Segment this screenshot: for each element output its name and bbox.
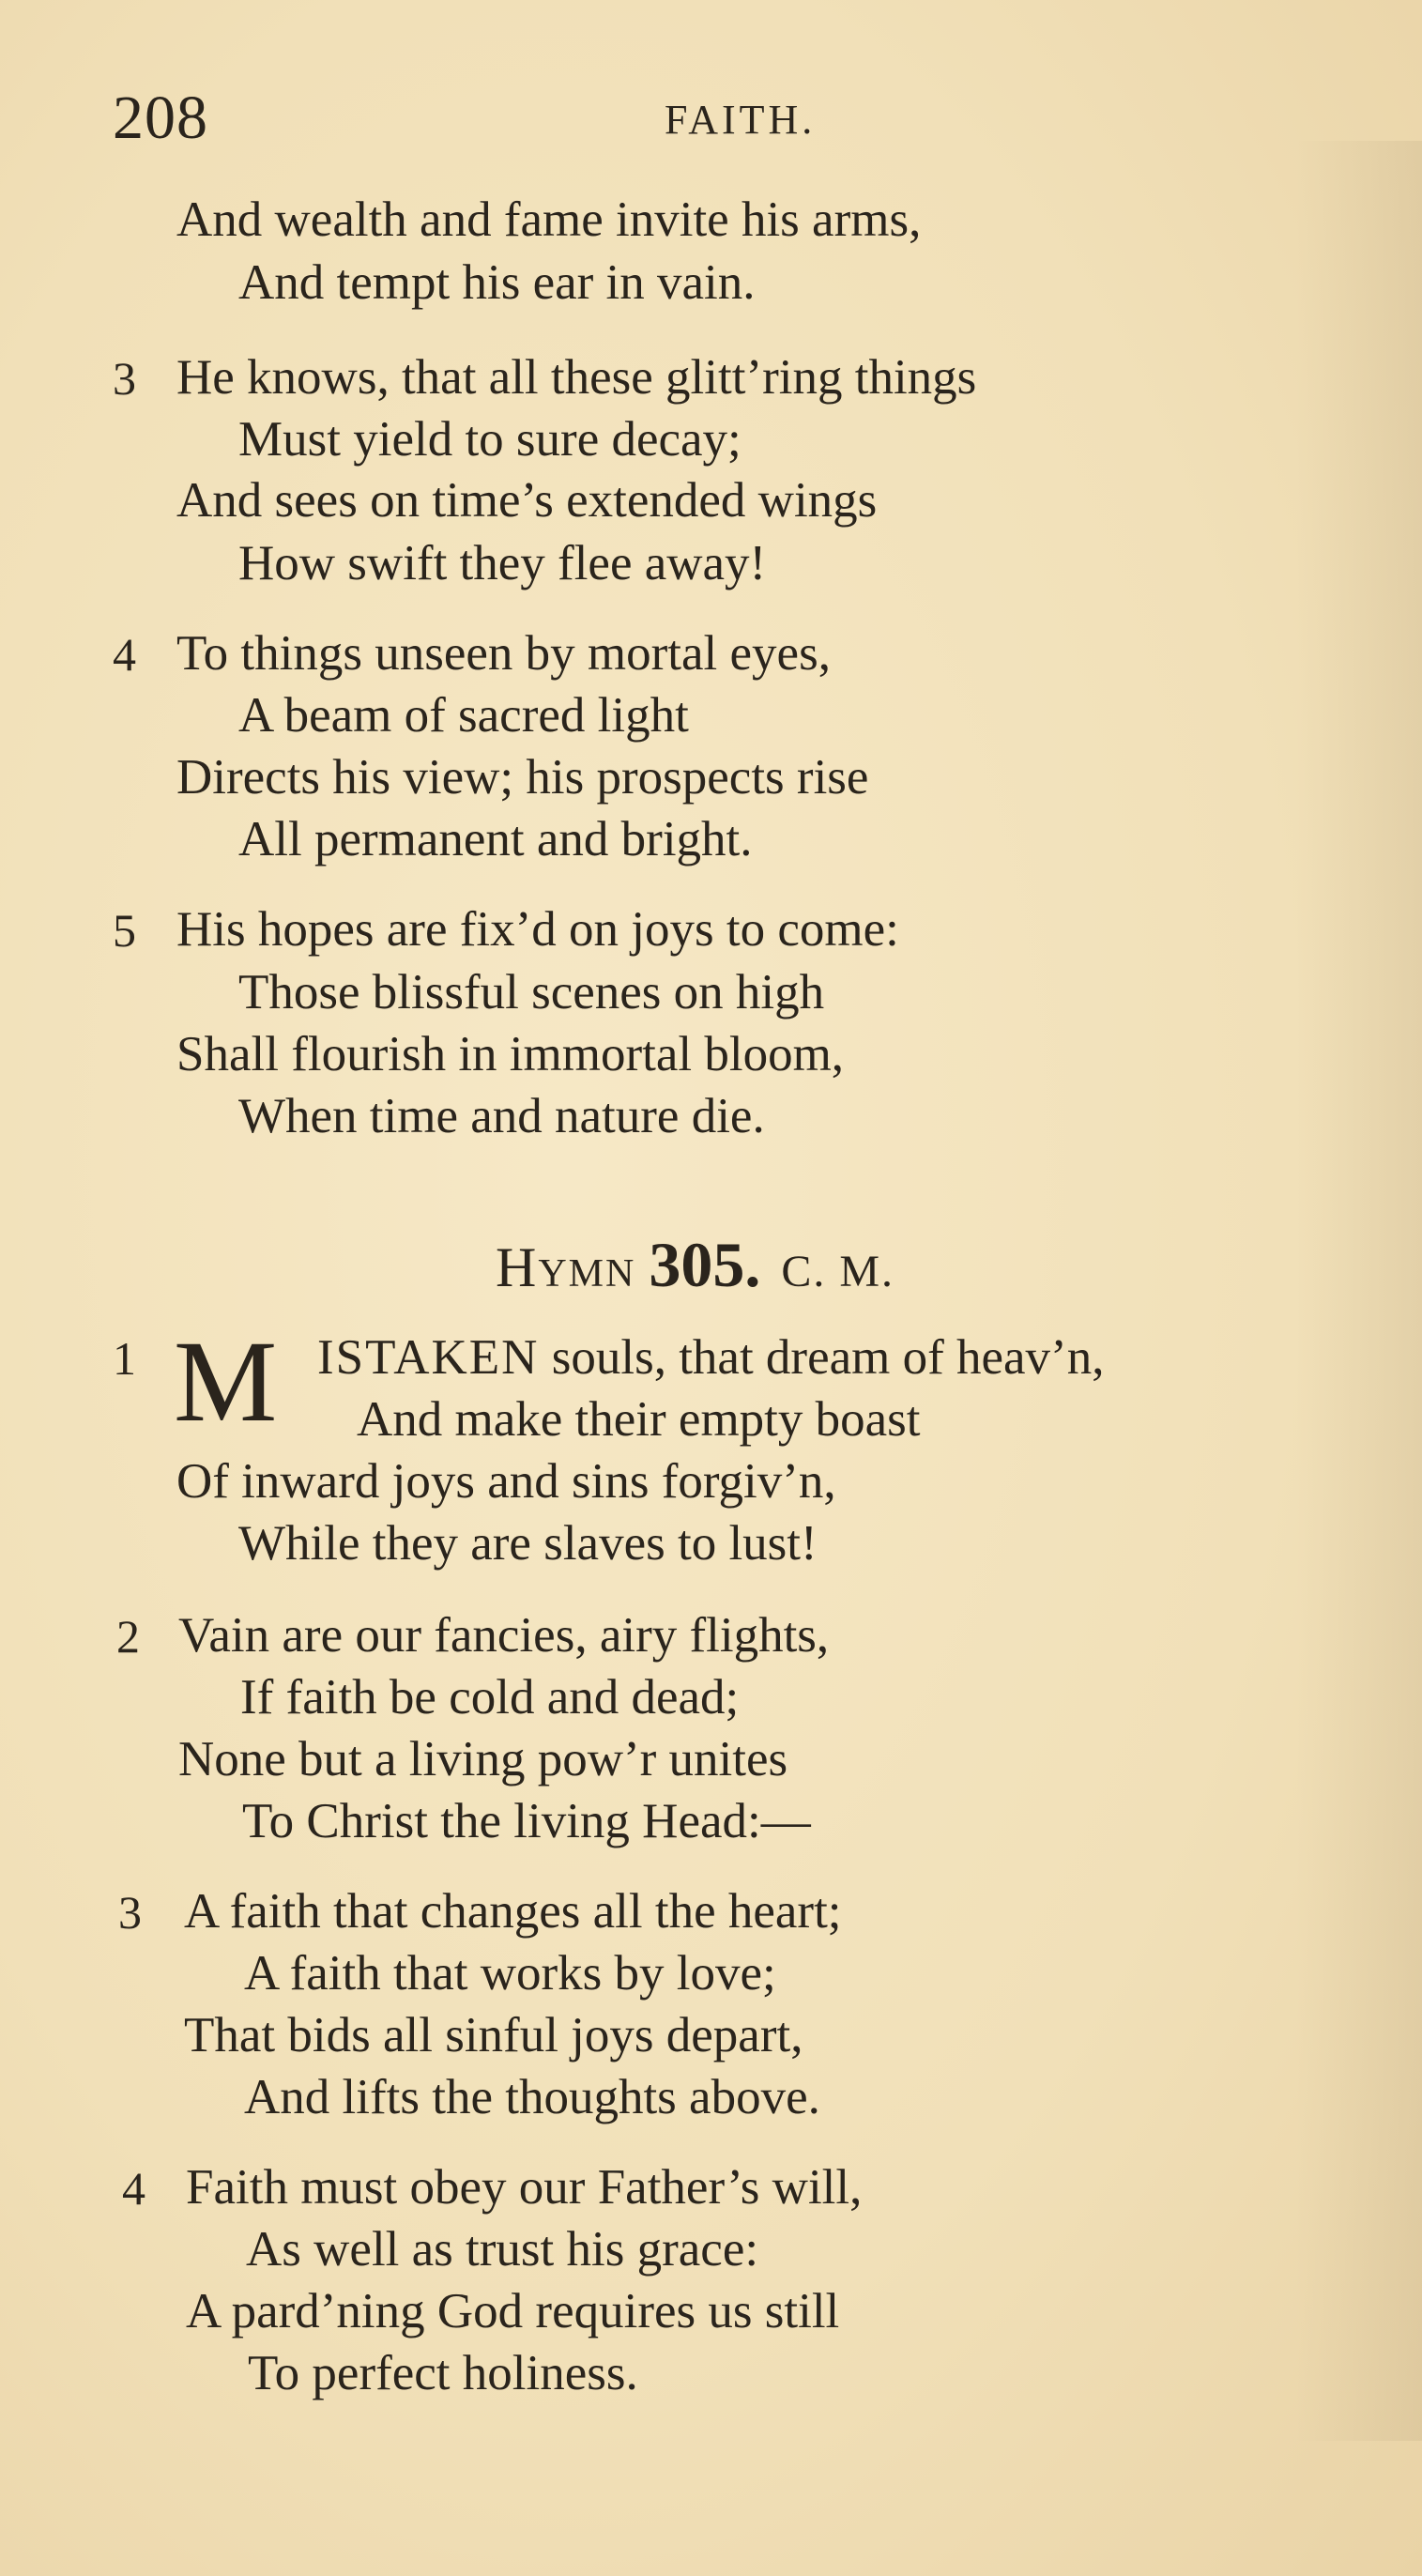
verse-line: And tempt his ear in vain. bbox=[238, 255, 756, 310]
verse-line: A pard’ning God requires us still bbox=[186, 2284, 840, 2338]
drop-cap: M bbox=[174, 1317, 278, 1446]
page-number: 208 bbox=[113, 84, 208, 152]
hymn-meter: C. M. bbox=[781, 1247, 895, 1296]
running-head: FAITH. bbox=[665, 97, 817, 143]
verse-line: And sees on time’s extended wings bbox=[176, 473, 878, 528]
stanza-number: 1 bbox=[113, 1332, 136, 1385]
hymn-label: Hymn bbox=[496, 1236, 636, 1298]
verse-line: To things unseen by mortal eyes, bbox=[176, 626, 831, 681]
verse-line-rest: souls, that dream of heav’n, bbox=[539, 1330, 1105, 1385]
verse-line: Must yield to sure decay; bbox=[238, 412, 742, 467]
verse-line: Vain are our fancies, airy flights, bbox=[178, 1608, 830, 1663]
hymn-number: 305. bbox=[649, 1229, 761, 1300]
verse-line: Of inward joys and sins forgiv’n, bbox=[176, 1454, 836, 1509]
show-through-shadow bbox=[1295, 141, 1422, 2441]
verse-line: And make their empty boast bbox=[357, 1392, 921, 1447]
verse-line: To Christ the living Head:— bbox=[242, 1794, 811, 1848]
verse-line: If faith be cold and dead; bbox=[240, 1670, 740, 1725]
verse-line: None but a living pow’r unites bbox=[178, 1732, 788, 1786]
verse-line: Shall flourish in immortal bloom, bbox=[176, 1027, 845, 1081]
verse-line: Those blissful scenes on high bbox=[238, 965, 825, 1020]
stanza-number: 5 bbox=[113, 904, 136, 957]
verse-line: And lifts the thoughts above. bbox=[244, 2070, 820, 2124]
verse-line: When time and nature die. bbox=[238, 1089, 765, 1143]
stanza-number: 3 bbox=[113, 352, 136, 405]
verse-line: Directs his view; his prospects rise bbox=[176, 750, 869, 805]
verse-line: All permanent and bright. bbox=[238, 812, 753, 866]
stanza-number: 2 bbox=[116, 1610, 140, 1663]
verse-line-first bbox=[317, 1330, 1105, 1385]
verse-line: A beam of sacred light bbox=[238, 688, 689, 743]
verse-line: As well as trust his grace: bbox=[246, 2222, 759, 2277]
verse-line: He knows, that all these glitt’ring things bbox=[176, 350, 977, 405]
first-word: ISTAKEN bbox=[317, 1330, 540, 1385]
verse-line: To perfect holiness. bbox=[248, 2346, 638, 2400]
stanza-number: 4 bbox=[122, 2162, 145, 2215]
verse-line: Faith must obey our Father’s will, bbox=[186, 2160, 863, 2215]
verse-line: His hopes are fix’d on joys to come: bbox=[176, 902, 899, 957]
hymn-heading bbox=[496, 1228, 894, 1302]
verse-line: That bids all sinful joys depart, bbox=[184, 2008, 803, 2062]
verse-line: While they are slaves to lust! bbox=[238, 1516, 818, 1571]
verse-line: How swift they flee away! bbox=[238, 536, 767, 590]
verse-line: A faith that changes all the heart; bbox=[184, 1884, 842, 1939]
stanza-number: 3 bbox=[118, 1886, 142, 1939]
verse-line: And wealth and fame invite his arms, bbox=[176, 192, 922, 247]
stanza-number: 4 bbox=[113, 628, 136, 681]
verse-line: A faith that works by love; bbox=[244, 1946, 776, 2001]
